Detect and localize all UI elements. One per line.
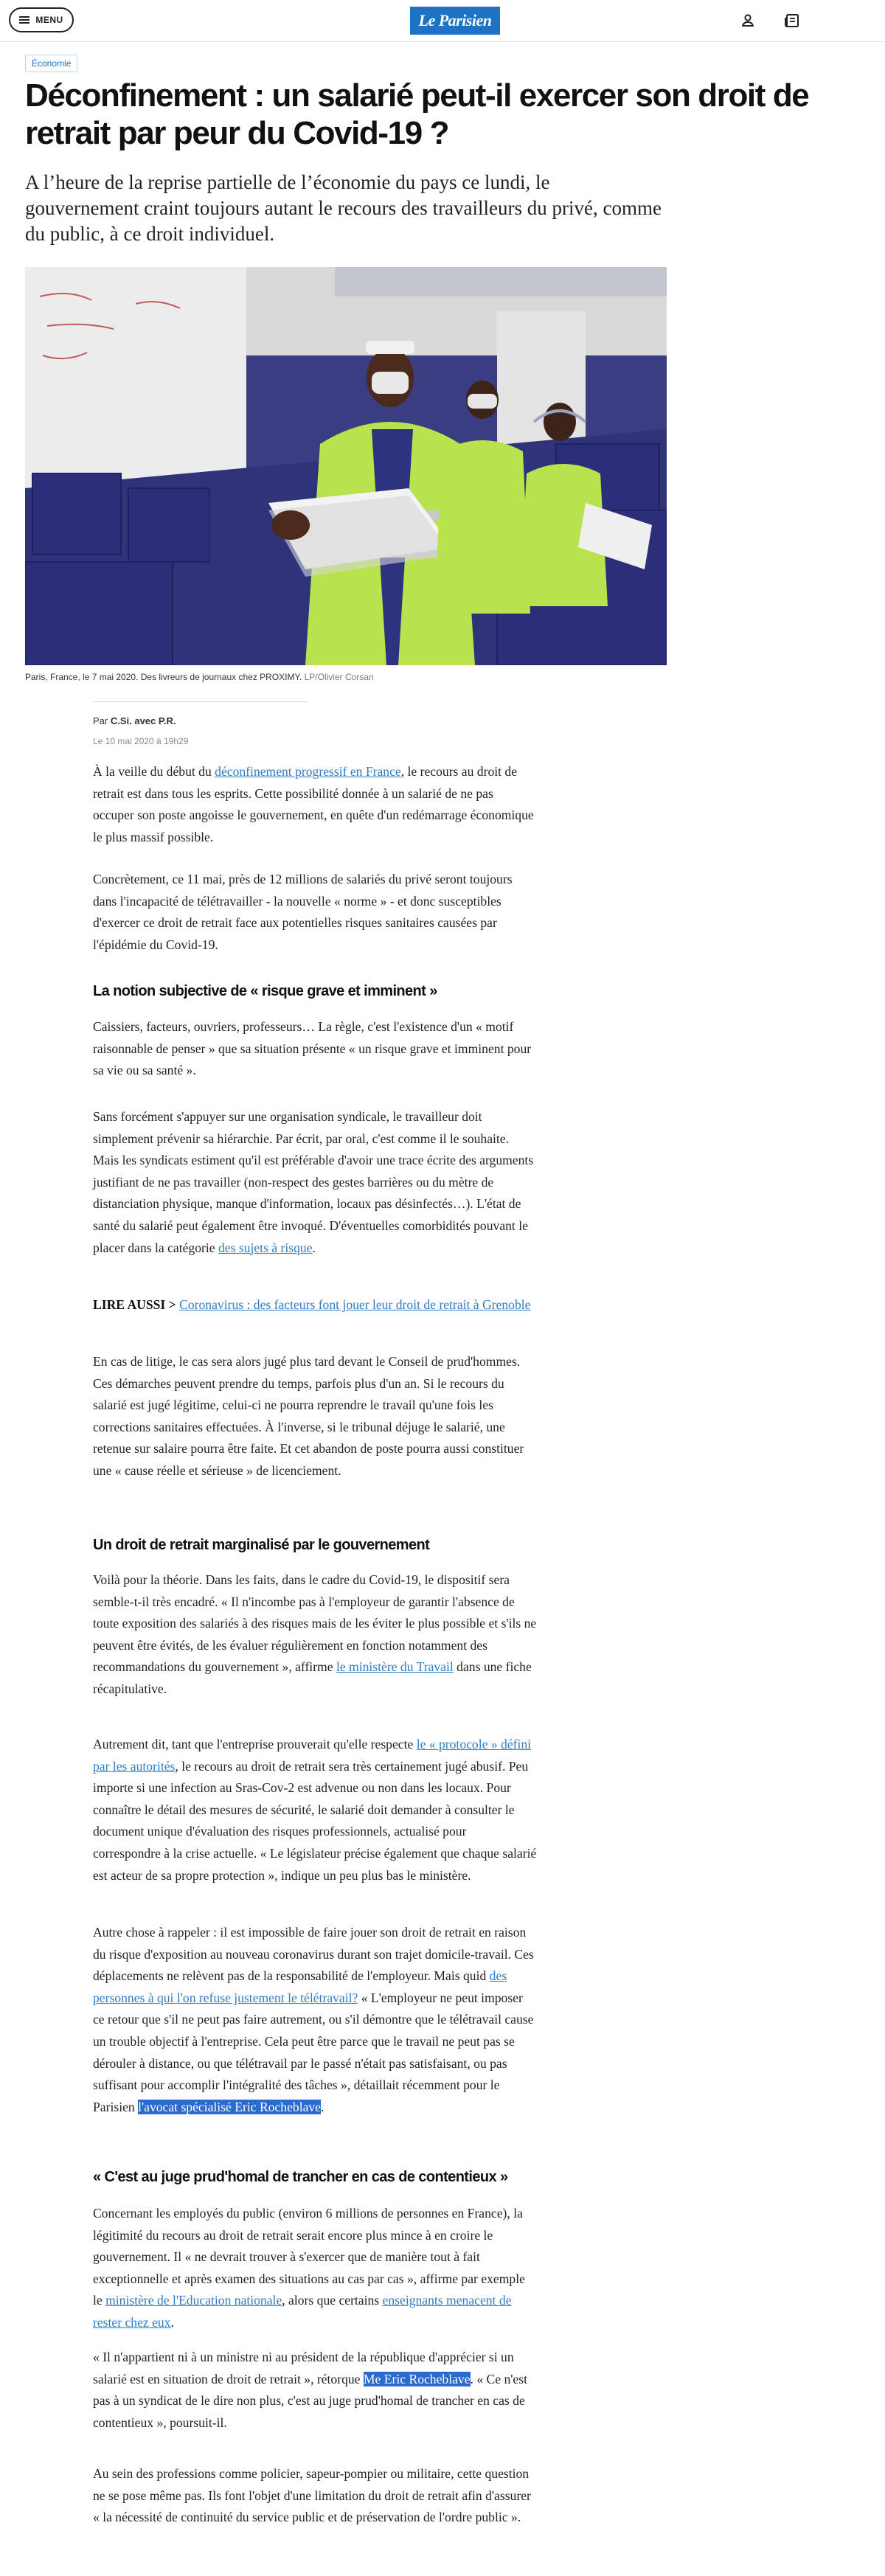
sujets-a-risque-link[interactable]: des sujets à risque [218, 1240, 313, 1255]
byline: Par C.Si. avec P.R. [93, 715, 176, 726]
paragraph: Voilà pour la théorie. Dans les faits, dans le cadre du Covid-19, le dispositif sera semble-t-il très encadré. « Il n'incombe pas à l'employeur de garantir l'absence de toute exposition des salariés à des risques mais de les éviter le plus possible et s'ils ne peuvent être évités, de les évaluer régulièrement en fonction notamment des recommandations du gouvernement », affirme le ministère du Travail dans une fiche récapitulative. [93, 1572, 537, 1696]
paragraph: Autrement dit, tant que l'entreprise prouverait qu'elle respecte le « protocole » défini par les autorités, le recours au droit de retrait sera très certainement jugé abusif. Peu importe si une infection au Sras-Cov-2 est advenue ou non dans les locaux. Pour connaître le détail des mesures de sécurité, le salarié doit demander à consulter le document unique d'évaluation des risques professionnels, actualisé pour correspondre à la crise actuelle. « Le législateur précise également que chaque salarié est acteur de sa propre protection », indique un peu plus bas le ministère. [93, 1737, 537, 1883]
paragraph: À la veille du début du déconfinement progressif en France, le recours au droit de retrait est dans tous les esprits. Cette possibilité donnée à un salarié de ne pas occuper son poste angoisse le gouvernement, en quête d'un redémarrage économique le plus massif possible. [93, 764, 534, 844]
publication-date: Le 10 mai 2020 à 19h29 [93, 736, 189, 746]
paragraph: Caissiers, facteurs, ouvriers, professeurs… La règle, c'est l'existence d'un « motif raisonnable de penser » que sa situation présente « un risque grave et imminent pour sa vie ou sa santé ». [93, 1019, 532, 1078]
photo-credit: LP/Olivier Corsan [304, 672, 374, 682]
article-photo [25, 267, 667, 665]
article-title: Déconfinement : un salarié peut-il exercer son droit de retrait par peur du Covid-19 ? [25, 77, 809, 151]
article-lead: A l’heure de la reprise partielle de l’économie du pays ce lundi, le gouvernement craint toujours autant le recours des travailleurs du privé, comme du public, à ce droit individuel. [25, 171, 662, 245]
protocole-link[interactable]: le « protocole » défini par les autorités [93, 1737, 532, 1774]
enseignants-link[interactable]: enseignants menacent de rester chez eux [93, 2293, 512, 2330]
deconfinement-link[interactable]: déconfinement progressif en France [215, 764, 401, 779]
site-logo[interactable]: Le Parisien [410, 7, 500, 35]
menu-button[interactable] [9, 7, 74, 32]
menu-label: MENU [35, 15, 63, 25]
site-header [0, 0, 885, 42]
teletravail-link[interactable]: des personnes à qui l'on refuse justement le télétravail? [93, 1968, 507, 2005]
section-heading: Un droit de retrait marginalisé par le gouvernement [93, 1537, 430, 1553]
paragraph: Concrètement, ce 11 mai, près de 12 millions de salariés du privé seront toujours dans l'incapacité de télétravailler - la nouvelle « norme » - et donc susceptibles d'exercer ce droit de retrait face aux potentielles risques sanitaires causées par l'épidémie du Covid-19. [93, 872, 513, 952]
paragraph: Au sein des professions comme policier, sapeur-pompier ou militaire, cette question ne se pose même pas. Ils font l'objet d'une limitation du droit de retrait afin d'assurer « la nécessité de continuité du service public et de préservation de l'ordre public ». [93, 2466, 531, 2525]
education-nationale-link[interactable]: ministère de l'Education nationale [105, 2293, 282, 2308]
read-also [93, 1294, 537, 1316]
highlighted-text[interactable]: Me Eric Rocheblave [363, 2371, 471, 2386]
hamburger-icon [19, 16, 30, 24]
paragraph: « Il n'appartient ni à un ministre ni au président de la république d'apprécier si un salarié est en situation de droit de retrait », rétorque Me Eric Rocheblave. « Ce n'est pas à un syndicat de le dire non plus, c'est au juge prud'homal de trancher en cas de contentieux », poursuit-il. [93, 2350, 527, 2430]
user-icon[interactable] [739, 12, 757, 29]
section-heading: « C'est au juge prud'homal de trancher en cas de contentieux » [93, 2169, 508, 2185]
divider [93, 701, 307, 702]
highlighted-text[interactable]: l'avocat spécialisé Eric Rocheblave [138, 2099, 321, 2114]
paragraph: Autre chose à rappeler : il est impossible de faire jouer son droit de retrait en raison du risque d'exposition au nouveau coronavirus durant son trajet domicile-travail. Ces déplacements ne relèvent pas de la responsabilité de l'employeur. Mais quid des personnes à qui l'on refuse justement le télétravail? « L'employeur ne peut imposer ce retour que s'il ne peut pas faire autrement, ou s'il démontre que le télétravail cause un trouble objectif à l'entreprise. Cela peut être parce que le travail ne peut pas se dérouler à distance, ou que télétravail par le passé n'était pas satisfaisant, ou pas suffisant pour accomplir l'intégralité des tâches », détaillait récemment pour le Parisien l'avocat spécialisé Eric Rocheblave. [93, 1925, 534, 2114]
rubric-tag[interactable]: Économie [25, 55, 77, 72]
paragraph: Concernant les employés du public (environ 6 millions de personnes en France), la légitimité du recours au droit de retrait serait encore plus mince à en croire le gouvernement. Il « ne devrait trouver à s'exercer que de manière tout à fait exceptionnelle et après examen des situations au cas par cas », affirme par exemple le ministère de l'Education nationale, alors que certains enseignants menacent de rester chez eux. [93, 2206, 525, 2330]
paragraph: En cas de litige, le cas sera alors jugé plus tard devant le Conseil de prud'hommes. Ces démarches peuvent prendre du temps, parfois plus d'un an. Si le recours du salarié est jugé légitime, celui-ci ne pourra reprendre le travail qu'une fois les corrections sanitaires effectuées. À l'inverse, si le tribunal déjuge le salarié, une retenue sur salaire pourra être faite. Et cet abandon de poste pourra aussi constituer une « cause réelle et sérieuse » de licenciement. [93, 1354, 524, 1478]
paragraph: Sans forcément s'appuyer sur une organisation syndicale, le travailleur doit simplement prévenir sa hiérarchie. Par écrit, par oral, c'est comme il le souhaite. Mais les syndicats estiment qu'il est préférable d'avoir une trace écrite des arguments justifiant de ne pas travailler (non-respect des gestes barrières ou du mètre de distanciation physique, manque d'information, locaux pas désinfectés…). L'état de santé du salarié peut également être invoqué. D'éventuelles comorbidités pouvant le placer dans la catégorie des sujets à risque. [93, 1109, 534, 1255]
newspaper-icon[interactable] [783, 12, 801, 29]
read-also-link[interactable]: Coronavirus : des facteurs font jouer leur droit de retrait à Grenoble [179, 1297, 531, 1312]
byline-authors: C.Si. avec P.R. [110, 715, 176, 726]
read-also-label: LIRE AUSSI > [93, 1297, 180, 1312]
section-heading: La notion subjective de « risque grave et imminent » [93, 983, 437, 999]
ministere-travail-link[interactable]: le ministère du Travail [336, 1659, 454, 1675]
photo-caption: Paris, France, le 7 mai 2020. Des livreurs de journaux chez PROXIMY. LP/Olivier Corsan [25, 672, 374, 682]
